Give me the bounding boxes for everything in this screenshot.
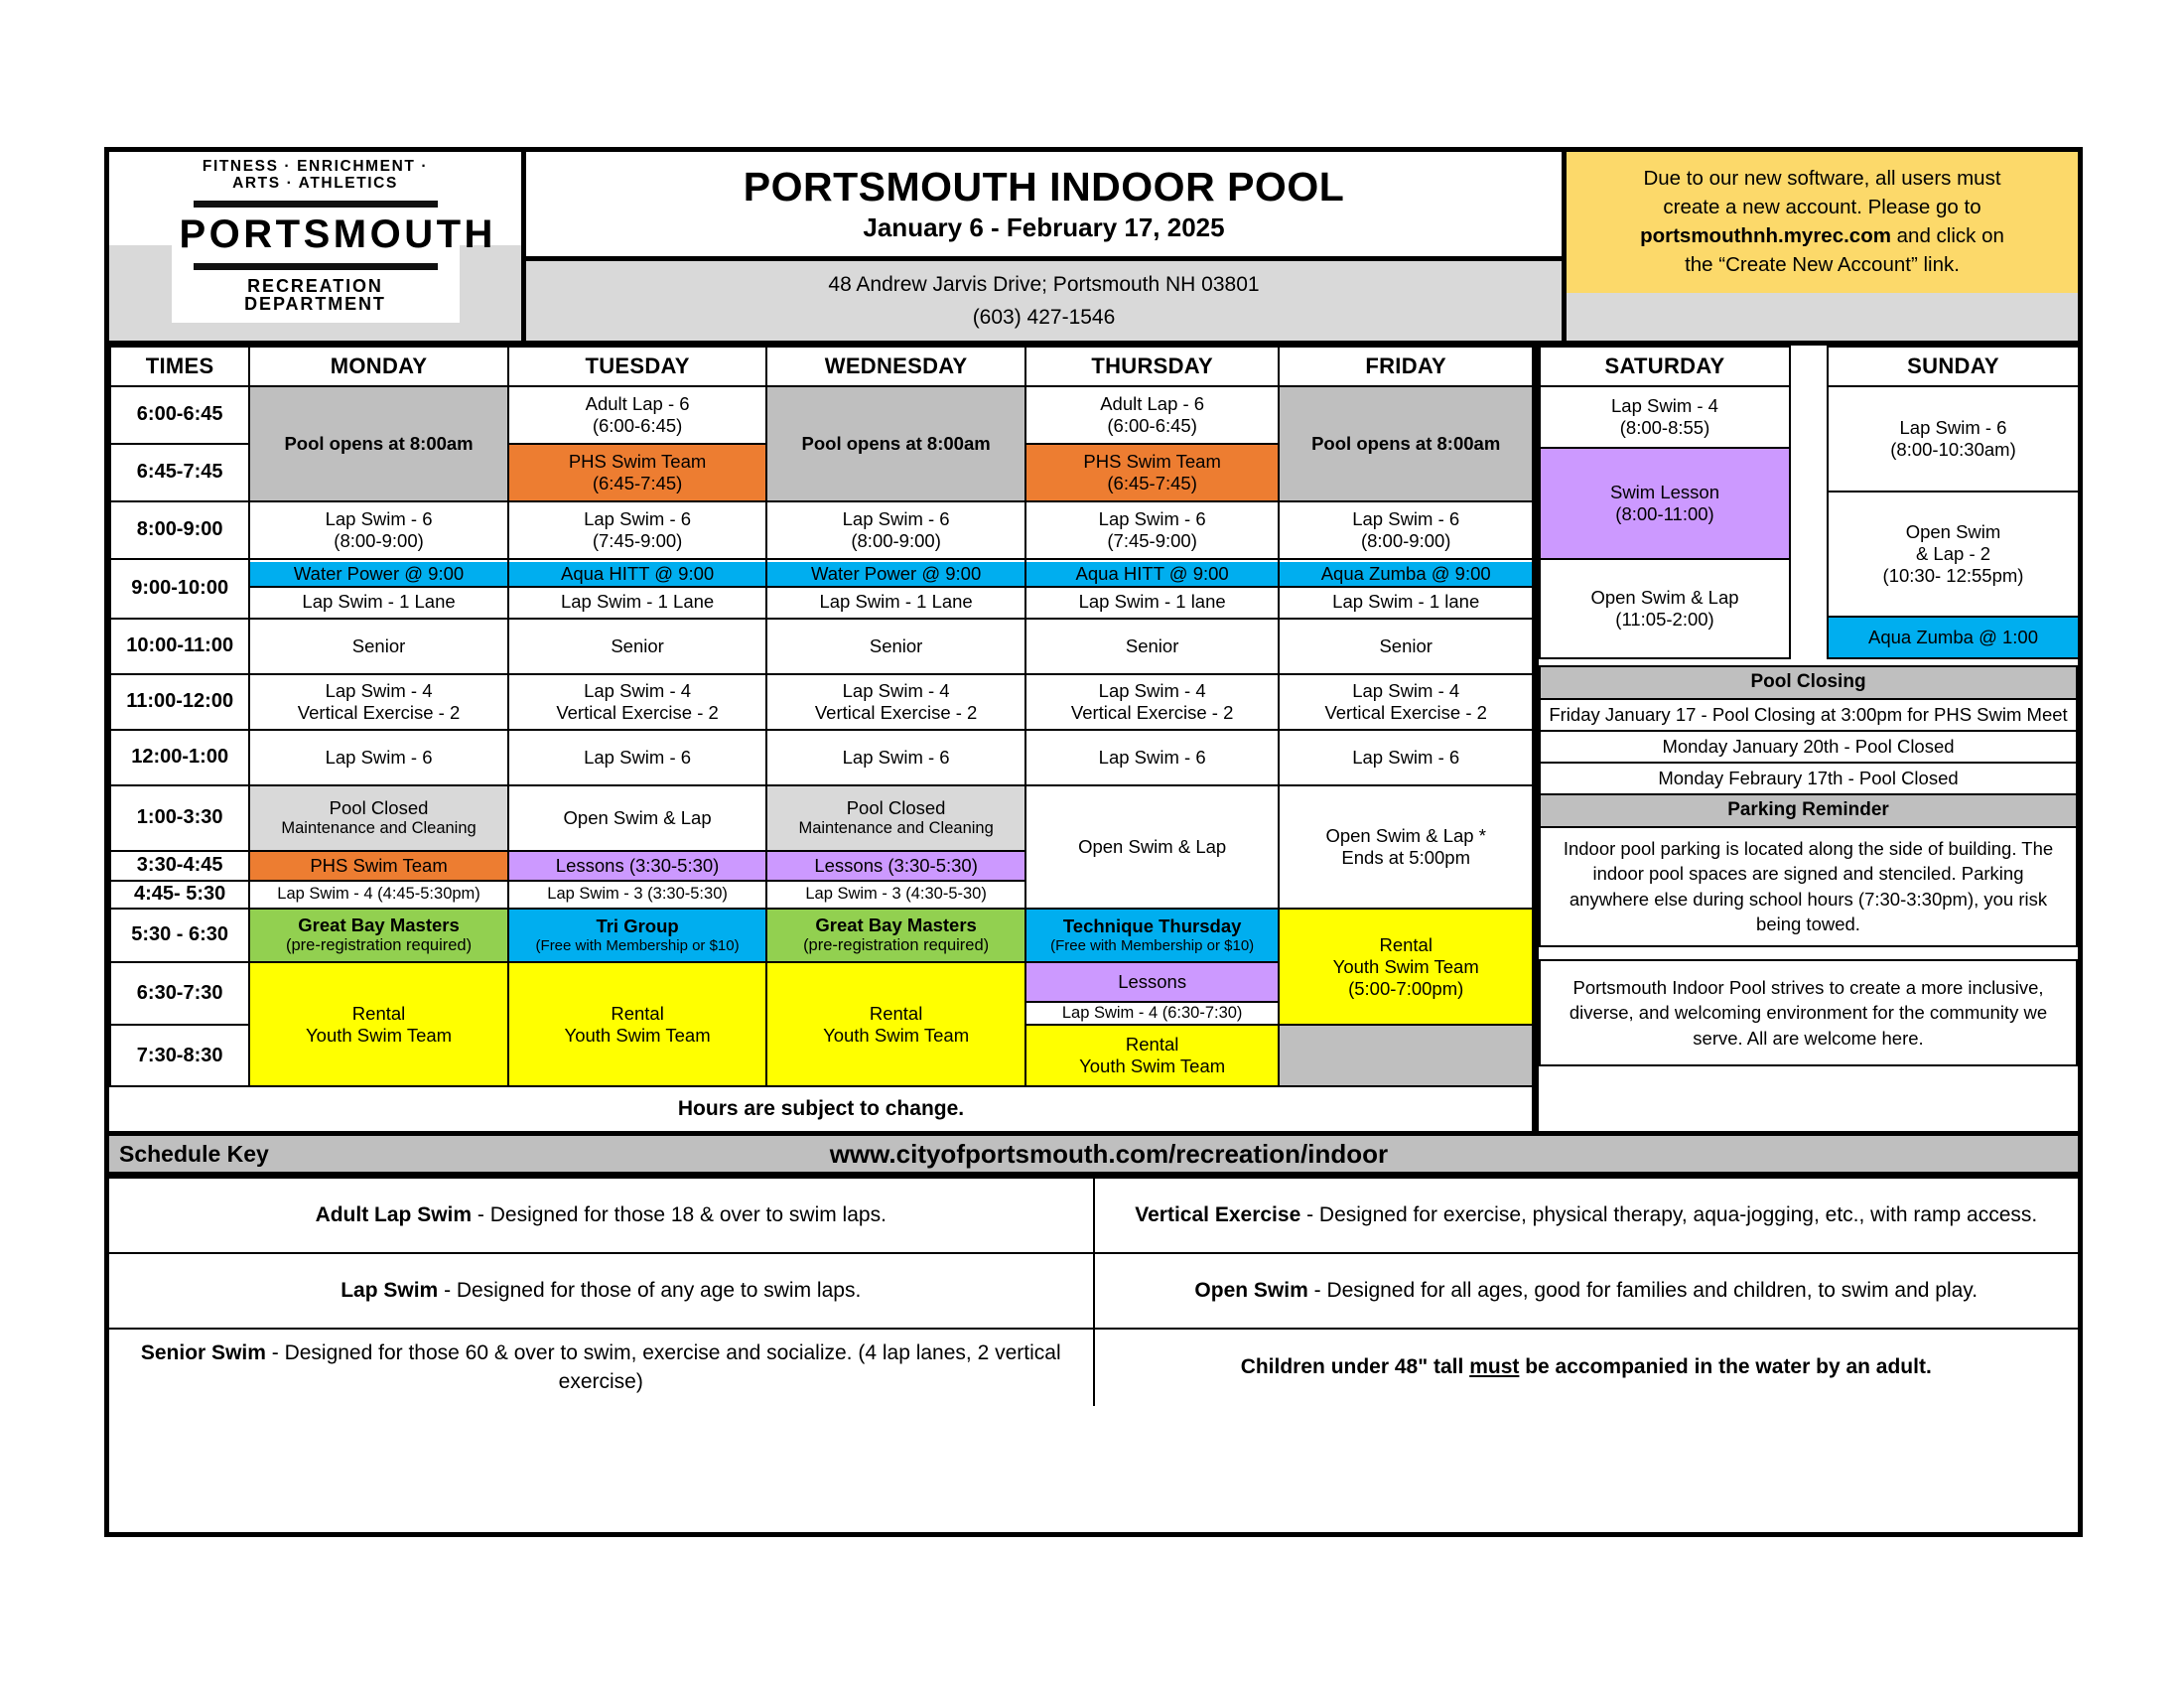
note-part-2: be accompanied in the water by an adult.	[1519, 1355, 1932, 1379]
pool-closing-item: Monday Febraury 17th - Pool Closed	[1540, 763, 2077, 794]
activity-note: Maintenance and Cleaning	[798, 819, 994, 838]
schedule-table	[109, 346, 1534, 1131]
activity-name: Lap Swim - 6	[842, 508, 950, 530]
note-emphasis: must	[1469, 1355, 1520, 1379]
table-row	[110, 501, 1533, 559]
pool-closing-heading: Pool Closing	[1540, 666, 2077, 699]
time-label: 5:30 - 6:30	[110, 909, 249, 962]
activity-name-2: Youth Swim Team	[306, 1024, 453, 1046]
weekend-header-row	[1540, 347, 2079, 386]
page-title: PORTSMOUTH INDOOR POOL	[743, 164, 1345, 211]
activity-time: (11:05-2:00)	[1615, 609, 1714, 630]
activity-name: Lap Swim - 6	[1098, 508, 1206, 530]
cell-mon-lap-8	[249, 501, 508, 559]
cell-wed-lessons-pm: Lessons (3:30-5:30)	[766, 851, 1025, 881]
phone-number: (603) 427-1546	[972, 305, 1116, 329]
activity-name: Lap Swim - 1 Lane	[819, 591, 973, 612]
cell-sat-swim-lesson	[1540, 448, 1790, 559]
table-header-row	[110, 347, 1533, 386]
activity-name: Rental	[869, 1002, 923, 1024]
cell-sun-aqua-zumba: Aqua Zumba @ 1:00	[1828, 617, 2079, 658]
col-header-wednesday: WEDNESDAY	[766, 347, 1025, 386]
logo-rule-bottom	[194, 263, 438, 270]
cell-fri-senior: Senior	[1279, 619, 1533, 674]
cell-wed-lap-445: Lap Swim - 3 (4:30-5-30)	[766, 881, 1025, 909]
activity-name: Open Swim & Lap	[1590, 587, 1739, 609]
parking-reminder-text: Indoor pool parking is located along the side of building. The indoor pool spaces are signed and stenciled. Parking anywhere else during school hours (7:30-3:30pm), you risk being towed.	[1540, 827, 2077, 946]
poster-body	[109, 346, 2078, 1131]
notice-line-1: Due to our new software, all users must	[1643, 167, 2001, 190]
cell-wed-rental	[766, 962, 1025, 1086]
cell-thu-phs-swim-team	[1025, 444, 1280, 501]
poster-header	[109, 152, 2078, 346]
table-row	[1540, 827, 2077, 946]
activity-time: (6:45-7:45)	[1107, 473, 1197, 493]
pool-closing-table	[1539, 665, 2078, 947]
key-term: Senior Swim	[140, 1341, 266, 1365]
schedule-key-table	[109, 1177, 2078, 1406]
activity-name: Technique Thursday	[1062, 915, 1242, 937]
time-label: 4:45- 5:30	[110, 881, 249, 909]
activity-name: Pool Closed	[846, 797, 946, 819]
cell-mon-early: Pool opens at 8:00am	[249, 386, 508, 501]
inclusivity-statement: Portsmouth Indoor Pool strives to create a more inclusive, diverse, and welcoming environment for the community we serve. All are welcome here.	[1540, 960, 2077, 1066]
activity-time: (10:30- 12:55pm)	[1882, 564, 2024, 586]
cell-wed-9am	[766, 559, 1025, 619]
cell-fri-closed-late	[1279, 1025, 1533, 1086]
address-line: 48 Andrew Jarvis Drive; Portsmouth NH 03801	[828, 272, 1260, 296]
cell-fri-early: Pool opens at 8:00am	[1279, 386, 1533, 501]
cell-thu-12: Lap Swim - 6	[1025, 730, 1280, 785]
cell-thu-lap-8	[1025, 501, 1280, 559]
table-row	[110, 730, 1533, 785]
activity-name: PHS Swim Team	[568, 451, 707, 473]
cell-tue-senior: Senior	[508, 619, 767, 674]
table-row	[1540, 731, 2077, 763]
activity-name: Lap Swim - 6	[1352, 508, 1460, 530]
activity-time: (8:00-11:00)	[1615, 503, 1714, 524]
activity-time: (6:00-6:45)	[592, 415, 683, 436]
cell-fri-12: Lap Swim - 6	[1279, 730, 1533, 785]
hours-subject-to-change: Hours are subject to change.	[110, 1086, 1533, 1131]
children-height-note	[1094, 1329, 2079, 1406]
time-label: 7:30-8:30	[110, 1025, 249, 1086]
activity-name-2: Vertical Exercise - 2	[1324, 702, 1487, 723]
col-header-times: TIMES	[110, 347, 249, 386]
weekend-and-notices	[1539, 346, 2078, 1131]
class-banner: Water Power @ 9:00	[767, 562, 1024, 588]
poster-sheet	[104, 147, 2083, 1537]
cell-sat-lap-swim	[1540, 386, 1790, 448]
pool-closing-item: Monday January 20th - Pool Closed	[1540, 731, 2077, 763]
activity-name: Lap Swim - 6	[584, 508, 692, 530]
table-row	[1540, 386, 2079, 448]
col-header-monday: MONDAY	[249, 347, 508, 386]
col-header-friday: FRIDAY	[1279, 347, 1533, 386]
time-label: 6:30-7:30	[110, 962, 249, 1025]
table-row	[110, 785, 1533, 851]
note-part-1: Children under 48" tall	[1240, 1355, 1470, 1379]
cell-tue-tri-group	[508, 909, 767, 962]
activity-time: (8:00-10:30am)	[1890, 439, 2016, 460]
activity-name-2: Vertical Exercise - 2	[1070, 702, 1234, 723]
activity-name: Lessons	[1026, 963, 1279, 1003]
key-entry-vertical-exercise	[1094, 1178, 2079, 1253]
cell-mon-phs-pm: PHS Swim Team	[249, 851, 508, 881]
logo-rule-top	[194, 201, 438, 208]
time-label: 8:00-9:00	[110, 501, 249, 559]
class-banner: Aqua HITT @ 9:00	[509, 562, 766, 588]
activity-name: Rental	[611, 1002, 664, 1024]
activity-name: Lap Swim - 6	[1899, 417, 2007, 439]
cell-sun-open-swim	[1828, 492, 2079, 617]
logo-city-name: PORTSMOUTH	[179, 212, 496, 257]
activity-time: (8:00-9:00)	[1360, 530, 1451, 551]
cell-thu-senior: Senior	[1025, 619, 1280, 674]
cell-thu-evening	[1025, 962, 1280, 1025]
cell-wed-great-bay-masters	[766, 909, 1025, 962]
website-url[interactable]: www.cityofportsmouth.com/recreation/indoor	[829, 1138, 1389, 1169]
activity-name: Lap Swim - 1 Lane	[560, 591, 715, 612]
class-banner: Water Power @ 9:00	[250, 562, 507, 588]
activity-name: Lap Swim - 6	[325, 508, 433, 530]
cell-thu-afternoon-open: Open Swim & Lap	[1025, 785, 1280, 909]
pool-closing-item: Friday January 17 - Pool Closing at 3:00pm for PHS Swim Meet	[1540, 699, 2077, 731]
time-label: 6:00-6:45	[110, 386, 249, 444]
activity-name: Open Swim	[1905, 521, 2001, 543]
cell-tue-phs-swim-team	[508, 444, 767, 501]
table-row	[110, 909, 1533, 962]
col-header-saturday: SATURDAY	[1540, 347, 1790, 386]
cell-tue-lap-445: Lap Swim - 3 (3:30-5:30)	[508, 881, 767, 909]
notice-line-4: the “Create New Account” link.	[1685, 253, 1960, 277]
key-desc: - Designed for those of any age to swim laps.	[438, 1279, 862, 1303]
key-desc: - Designed for exercise, physical therapy, aqua-jogging, etc., with ramp access.	[1300, 1203, 2038, 1227]
new-software-notice	[1567, 152, 2078, 293]
cell-fri-9am	[1279, 559, 1533, 619]
notice-line-3: and click on	[1890, 224, 2004, 248]
activity-name: Rental	[351, 1002, 406, 1024]
activity-note: (pre-registration required)	[803, 936, 990, 955]
time-label: 6:45-7:45	[110, 444, 249, 501]
activity-note: Lap Swim - 4 (6:30-7:30)	[1061, 1003, 1243, 1022]
activity-time: (8:00-8:55)	[1619, 417, 1710, 438]
cell-mon-afternoon-closed	[249, 785, 508, 851]
key-entry-senior-swim	[109, 1329, 1094, 1406]
inclusivity-table	[1539, 959, 2078, 1067]
cell-wed-lap-8	[766, 501, 1025, 559]
activity-name: Lap Swim - 4	[325, 680, 433, 702]
cell-mon-lap-445: Lap Swim - 4 (4:45-5:30pm)	[249, 881, 508, 909]
table-row	[110, 386, 1533, 444]
cell-sat-open-swim	[1540, 559, 1790, 658]
cell-mon-great-bay-masters	[249, 909, 508, 962]
activity-name-2: Youth Swim Team	[564, 1024, 711, 1046]
logo-department: RECREATION DEPARTMENT	[244, 276, 386, 315]
date-range: January 6 - February 17, 2025	[863, 212, 1225, 243]
cell-fri-11	[1279, 674, 1533, 730]
cell-wed-12: Lap Swim - 6	[766, 730, 1025, 785]
cell-tue-adult-lap	[508, 386, 767, 444]
activity-note: Ends at 5:00pm	[1341, 847, 1470, 868]
col-header-sunday: SUNDAY	[1828, 347, 2079, 386]
class-banner: Aqua HITT @ 9:00	[1026, 562, 1279, 588]
activity-name: Lap Swim - 4	[842, 680, 950, 702]
cell-thu-9am	[1025, 559, 1280, 619]
activity-time: (7:45-9:00)	[592, 530, 683, 551]
weekday-schedule	[109, 346, 1539, 1131]
key-desc: - Designed for those 60 & over to swim, exercise and socialize. (4 lap lanes, 2 vertical exercise)	[265, 1341, 1061, 1393]
key-desc: - Designed for those 18 & over to swim laps.	[472, 1203, 887, 1227]
table-row	[110, 559, 1533, 619]
cell-tue-12: Lap Swim - 6	[508, 730, 767, 785]
key-term: Lap Swim	[341, 1279, 439, 1303]
cell-wed-senior: Senior	[766, 619, 1025, 674]
time-label: 1:00-3:30	[110, 785, 249, 851]
activity-name: Great Bay Masters	[298, 914, 460, 936]
header-notice-area	[1562, 152, 2078, 341]
time-label: 3:30-4:45	[110, 851, 249, 881]
cell-thu-adult-lap	[1025, 386, 1280, 444]
header-center	[526, 152, 1562, 341]
activity-name: Adult Lap - 6	[585, 393, 690, 415]
cell-mon-12: Lap Swim - 6	[249, 730, 508, 785]
activity-time: (8:00-9:00)	[334, 530, 424, 551]
activity-name: Pool Closed	[329, 797, 429, 819]
schedule-key-title: Schedule Key	[119, 1140, 269, 1167]
notice-line-2: create a new account. Please go to	[1663, 196, 1981, 219]
table-row	[109, 1329, 2078, 1406]
table-row	[1540, 666, 2077, 699]
parking-reminder-heading: Parking Reminder	[1540, 794, 2077, 827]
cell-fri-afternoon-open	[1279, 785, 1533, 909]
activity-name: Lap Swim - 1 lane	[1078, 591, 1226, 612]
activity-name-2: Vertical Exercise - 2	[297, 702, 461, 723]
key-entry-open-swim	[1094, 1253, 2079, 1329]
schedule-key-bar	[109, 1131, 2078, 1177]
activity-note: (Free with Membership or $10)	[1050, 937, 1255, 955]
activity-name-2: Youth Swim Team	[823, 1024, 970, 1046]
cell-wed-early: Pool opens at 8:00am	[766, 386, 1025, 501]
key-term: Adult Lap Swim	[315, 1203, 473, 1227]
cell-thu-rental	[1025, 1025, 1280, 1086]
cell-tue-rental	[508, 962, 767, 1086]
cell-wed-11	[766, 674, 1025, 730]
activity-time: (6:00-6:45)	[1107, 415, 1197, 436]
cell-mon-senior: Senior	[249, 619, 508, 674]
time-label: 10:00-11:00	[110, 619, 249, 674]
activity-note: (pre-registration required)	[286, 936, 473, 955]
activity-name: Rental	[1379, 933, 1433, 955]
time-label: 12:00-1:00	[110, 730, 249, 785]
activity-name-2: Vertical Exercise - 2	[814, 702, 978, 723]
activity-note: (Free with Membership or $10)	[535, 937, 740, 955]
logo-tagline: FITNESS · ENRICHMENT · ARTS · ATHLETICS	[202, 158, 429, 193]
activity-name: Rental	[1125, 1034, 1179, 1055]
activity-name: PHS Swim Team	[1083, 451, 1221, 473]
activity-name: Swim Lesson	[1609, 482, 1719, 503]
table-row	[1540, 699, 2077, 731]
cell-thu-11	[1025, 674, 1280, 730]
activity-name: Lap Swim - 4	[584, 680, 692, 702]
time-label: 9:00-10:00	[110, 559, 249, 619]
activity-name-2: & Lap - 2	[1915, 543, 1991, 565]
cell-fri-lap-8	[1279, 501, 1533, 559]
col-header-thursday: THURSDAY	[1025, 347, 1280, 386]
activity-name: Adult Lap - 6	[1100, 393, 1205, 415]
activity-name-2: Youth Swim Team	[1079, 1055, 1226, 1077]
activity-name-2: Vertical Exercise - 2	[556, 702, 719, 723]
table-row	[1540, 763, 2077, 794]
key-desc: - Designed for all ages, good for families and children, to swim and play.	[1307, 1279, 1979, 1303]
activity-name: Lap Swim - 4	[1611, 395, 1718, 417]
table-row	[1540, 960, 2077, 1066]
cell-mon-11	[249, 674, 508, 730]
cell-tue-9am	[508, 559, 767, 619]
table-row	[1540, 794, 2077, 827]
col-header-tuesday: TUESDAY	[508, 347, 767, 386]
table-row	[109, 1178, 2078, 1253]
cell-thu-technique-thursday	[1025, 909, 1280, 962]
cell-tue-lessons-pm: Lessons (3:30-5:30)	[508, 851, 767, 881]
weekend-table	[1539, 346, 2080, 659]
key-entry-adult-lap-swim	[109, 1178, 1094, 1253]
key-term: Vertical Exercise	[1135, 1203, 1301, 1227]
time-label: 11:00-12:00	[110, 674, 249, 730]
cell-tue-lap-8	[508, 501, 767, 559]
cell-mon-rental	[249, 962, 508, 1086]
activity-time: (6:45-7:45)	[592, 473, 683, 493]
key-term: Open Swim	[1194, 1279, 1308, 1303]
table-row	[110, 1086, 1533, 1131]
cell-wed-afternoon-closed	[766, 785, 1025, 851]
activity-time: (5:00-7:00pm)	[1348, 977, 1464, 999]
activity-time: (7:45-9:00)	[1107, 530, 1197, 551]
cell-tue-11	[508, 674, 767, 730]
activity-name: Tri Group	[596, 915, 679, 937]
activity-note: Maintenance and Cleaning	[281, 819, 477, 838]
activity-name: Lap Swim - 1 Lane	[302, 591, 456, 612]
cell-fri-rental	[1279, 909, 1533, 1025]
activity-name: Lap Swim - 4	[1352, 680, 1460, 702]
activity-name-2: Youth Swim Team	[1332, 955, 1479, 977]
cell-mon-9am	[249, 559, 508, 619]
activity-name: Great Bay Masters	[815, 914, 977, 936]
activity-name: Lap Swim - 1 lane	[1332, 591, 1480, 612]
portsmouth-rec-logo	[172, 152, 496, 323]
spacer-cell	[1790, 347, 1828, 386]
table-row	[109, 1253, 2078, 1329]
notice-link[interactable]: portsmouthnh.myrec.com	[1640, 224, 1891, 248]
key-entry-lap-swim	[109, 1253, 1094, 1329]
activity-name: Open Swim & Lap *	[1325, 825, 1486, 847]
table-row	[110, 674, 1533, 730]
class-banner: Aqua Zumba @ 9:00	[1280, 562, 1532, 588]
table-row	[110, 619, 1533, 674]
spacer-cell	[1790, 386, 1828, 658]
cell-sun-lap-swim	[1828, 386, 2079, 492]
cell-tue-afternoon-open: Open Swim & Lap	[508, 785, 767, 851]
logo-block	[109, 152, 526, 341]
activity-name: Lap Swim - 4	[1098, 680, 1206, 702]
activity-time: (8:00-9:00)	[851, 530, 941, 551]
